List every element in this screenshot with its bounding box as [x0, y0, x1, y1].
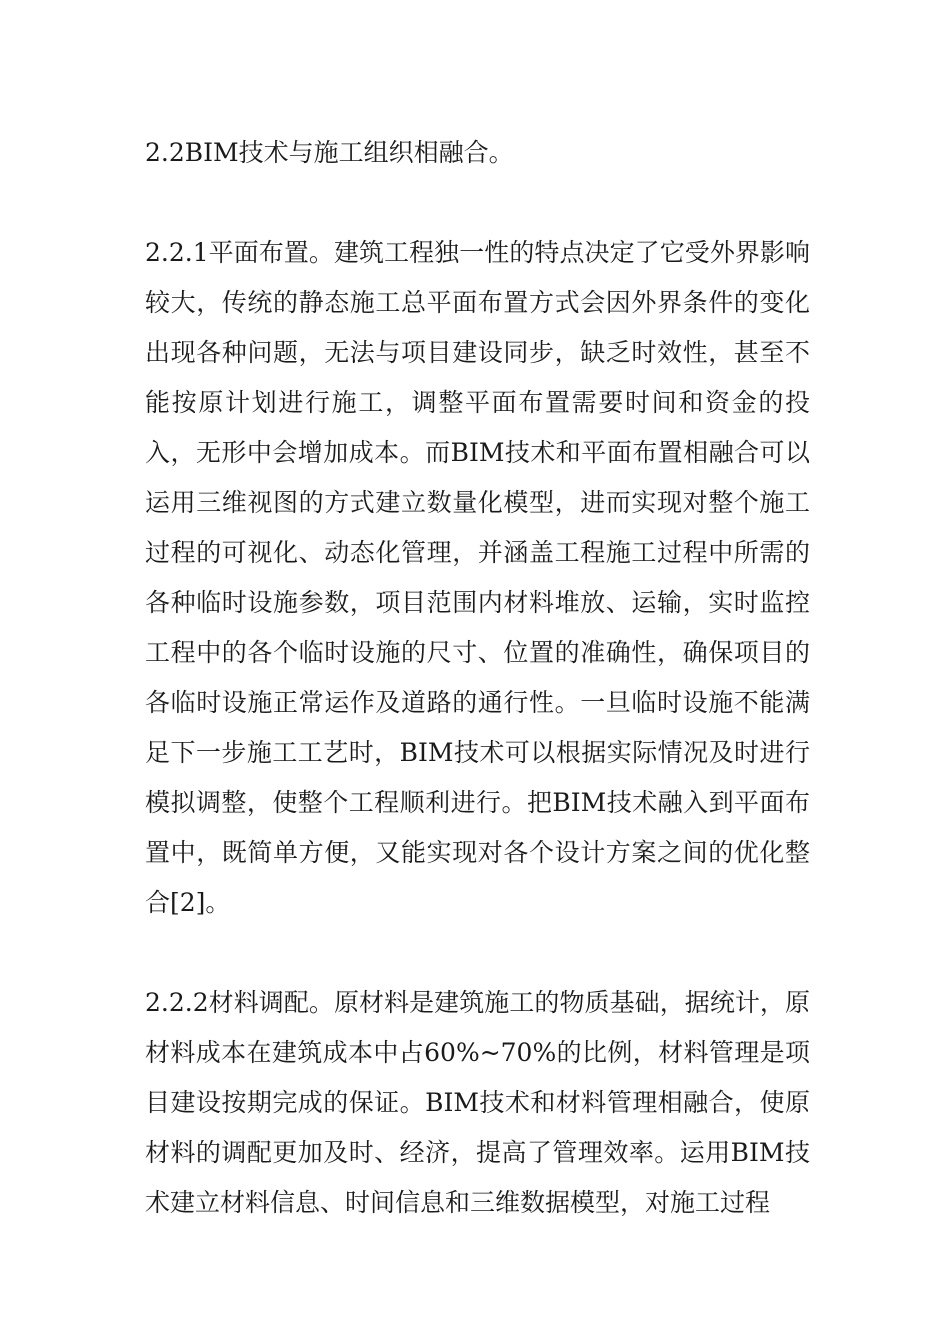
document-body [145, 128, 810, 1278]
section-heading: 2.2BIM技术与施工组织相融合。 [145, 138, 514, 167]
paragraph-material-allocation: 2.2.2材料调配。原材料是建筑施工的物质基础，据统计，原材料成本在建筑成本中占60%~70%的比例，材料管理是项目建设按期完成的保证。BIM技术和材料管理相融合，使原材料的调配更加及时、经济，提高了管理效率。运用BIM技术建立材料信息、时间信息和三维数据模型，对施工过程 [145, 988, 810, 1217]
paragraph-plane-layout: 2.2.1平面布置。建筑工程独一性的特点决定了它受外界影响较大，传统的静态施工总平面布置方式会因外界条件的变化出现各种问题，无法与项目建设同步，缺乏时效性，甚至不能按原计划进行施工，调整平面布置需要时间和资金的投入，无形中会增加成本。而BIM技术和平面布置相融合可以运用三维视图的方式建立数量化模型，进而实现对整个施工过程的可视化、动态化管理，并涵盖工程施工过程中所需的各种临时设施参数，项目范围内材料堆放、运输，实时监控工程中的各个临时设施的尺寸、位置的准确性，确保项目的各临时设施正常运作及道路的通行性。一旦临时设施不能满足下一步施工工艺时，BIM技术可以根据实际情况及时进行模拟调整，使整个工程顺利进行。把BIM技术融入到平面布置中，既简单方便，又能实现对各个设计方案之间的优化整合[2]。 [145, 238, 810, 917]
